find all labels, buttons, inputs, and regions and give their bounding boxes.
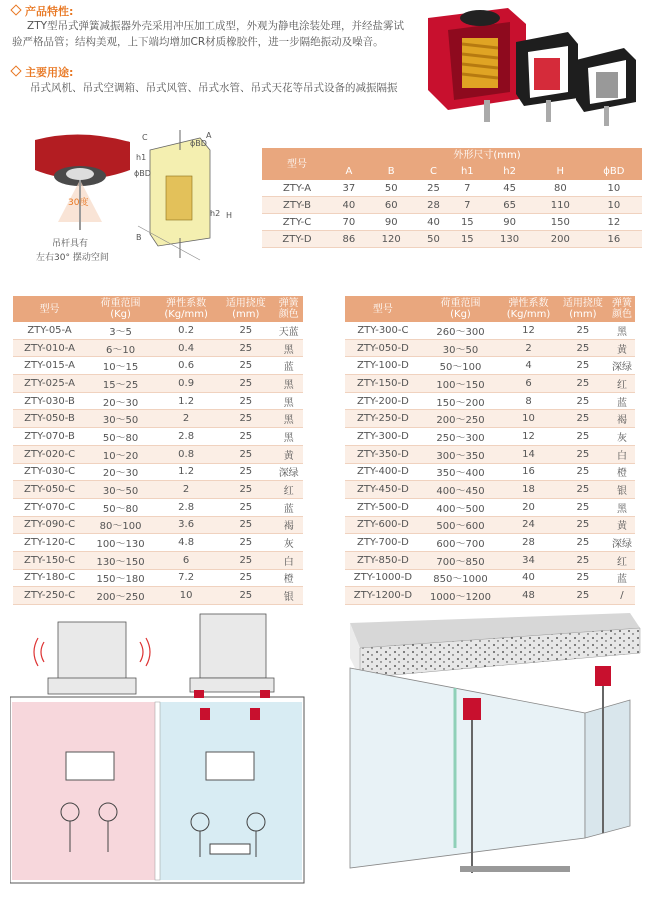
table-cell: 25: [557, 357, 609, 375]
dim-label-h1: h1: [136, 153, 147, 162]
table-cell: 30～50: [421, 339, 500, 357]
table-row: [13, 463, 303, 481]
table-cell: 25: [557, 587, 609, 605]
table-cell: 200～250: [86, 587, 155, 605]
table-cell: 150: [535, 214, 586, 231]
table-cell: ZTY-200-D: [345, 392, 421, 410]
table-row: [262, 180, 642, 197]
dim-col-header: B: [366, 163, 417, 180]
table-cell: 橙: [274, 569, 303, 587]
table-cell: 25: [217, 569, 274, 587]
table-cell: 20: [500, 498, 557, 516]
table-cell: 300～350: [421, 445, 500, 463]
table-cell: 0.8: [155, 445, 217, 463]
dim-table-body: [262, 180, 642, 248]
table-row: [13, 339, 303, 357]
table-cell: 60: [366, 197, 417, 214]
table-cell: 红: [609, 551, 635, 569]
table-cell: ZTY-C: [262, 214, 332, 231]
table-cell: 银: [609, 481, 635, 499]
table-cell: 25: [217, 410, 274, 428]
table-cell: ZTY-050-B: [13, 410, 86, 428]
black-hanger-silver-spring-image: [576, 48, 636, 126]
spec-column-header: 弹性系数 (Kg/mm): [500, 296, 557, 322]
table-row: [13, 516, 303, 534]
table-cell: 10: [586, 197, 642, 214]
table-row: [345, 498, 635, 516]
table-cell: ZTY-500-D: [345, 498, 421, 516]
table-row: [262, 231, 642, 248]
table-cell: 25: [557, 339, 609, 357]
table-cell: 14: [500, 445, 557, 463]
table-cell: 白: [609, 445, 635, 463]
swing-detail-image: [35, 134, 130, 230]
table-cell: ZTY-700-D: [345, 534, 421, 552]
spec-column-header: 弹簧 颜色: [609, 296, 635, 322]
table-cell: 24: [500, 516, 557, 534]
table-cell: 0.6: [155, 357, 217, 375]
table-row: [345, 481, 635, 499]
dim-model-header: 型号: [262, 148, 332, 180]
table-cell: ZTY-D: [262, 231, 332, 248]
table-cell: 150～200: [421, 392, 500, 410]
table-row: [13, 375, 303, 393]
table-cell: 6: [500, 375, 557, 393]
table-cell: 25: [557, 322, 609, 339]
black-hanger-red-spring-image: [516, 32, 578, 122]
table-row: [13, 587, 303, 605]
table-cell: ZTY-850-D: [345, 551, 421, 569]
table-row: [13, 498, 303, 516]
table-cell: 28: [500, 534, 557, 552]
table-cell: 100～130: [86, 534, 155, 552]
table-cell: ZTY-A: [262, 180, 332, 197]
dimension-table: [262, 148, 642, 248]
table-cell: 48: [500, 587, 557, 605]
hanger-drawing: [138, 130, 210, 260]
table-row: [345, 445, 635, 463]
table-cell: 130～150: [86, 551, 155, 569]
table-row: [13, 569, 303, 587]
table-cell: 25: [557, 516, 609, 534]
table-cell: 4.8: [155, 534, 217, 552]
table-cell: 25: [217, 498, 274, 516]
table-cell: 70: [332, 214, 366, 231]
table-cell: 86: [332, 231, 366, 248]
table-cell: ZTY-015-A: [13, 357, 86, 375]
table-cell: 1.2: [155, 463, 217, 481]
table-cell: 银: [274, 587, 303, 605]
table-cell: 黄: [609, 516, 635, 534]
dim-col-header: ϕBD: [586, 163, 642, 180]
table-cell: 黑: [274, 410, 303, 428]
table-cell: 25: [217, 357, 274, 375]
table-cell: 260～300: [421, 322, 500, 339]
table-cell: 40: [332, 197, 366, 214]
table-cell: 18: [500, 481, 557, 499]
red-hanger-image: [428, 8, 526, 122]
spec-table-right: [345, 296, 635, 605]
table-cell: 0.4: [155, 339, 217, 357]
diamond-bullet-icon: [10, 65, 21, 76]
table-cell: 16: [500, 463, 557, 481]
table-cell: 90: [484, 214, 535, 231]
table-cell: 3.6: [155, 516, 217, 534]
table-cell: 200～250: [421, 410, 500, 428]
table-cell: 白: [274, 551, 303, 569]
table-cell: 25: [557, 551, 609, 569]
table-cell: 蓝: [609, 392, 635, 410]
spec-column-header: 弹性系数 (Kg/mm): [155, 296, 217, 322]
table-cell: 2: [155, 410, 217, 428]
spec-column-header: 适用挠度 (mm): [557, 296, 609, 322]
table-row: [345, 534, 635, 552]
table-cell: 25: [217, 339, 274, 357]
table-row: [13, 534, 303, 552]
swing-caption-2: 左右30° 摆动空间: [36, 253, 109, 263]
table-cell: 12: [500, 428, 557, 446]
table-cell: ZTY-010-A: [13, 339, 86, 357]
table-cell: 红: [609, 375, 635, 393]
dim-label-b: B: [136, 233, 142, 242]
table-cell: 25: [217, 481, 274, 499]
table-cell: 12: [586, 214, 642, 231]
table-cell: 15～25: [86, 375, 155, 393]
table-cell: 25: [417, 180, 451, 197]
table-cell: ZTY-300-C: [345, 322, 421, 339]
table-cell: 2.8: [155, 428, 217, 446]
table-row: [13, 428, 303, 446]
table-cell: 25: [557, 428, 609, 446]
table-row: [13, 392, 303, 410]
table-row: [345, 463, 635, 481]
table-row: [345, 357, 635, 375]
table-cell: ZTY-400-D: [345, 463, 421, 481]
dim-col-header: h2: [484, 163, 535, 180]
table-cell: 40: [417, 214, 451, 231]
table-cell: 蓝: [609, 569, 635, 587]
dim-label-bd: ϕBD: [134, 169, 151, 178]
angle-label: 30度: [68, 198, 89, 208]
table-cell: 120: [366, 231, 417, 248]
table-cell: 1000～1200: [421, 587, 500, 605]
dim-col-header: H: [535, 163, 586, 180]
table-cell: 10～20: [86, 445, 155, 463]
table-cell: 天蓝: [274, 322, 303, 339]
table-cell: 2: [155, 481, 217, 499]
table-cell: 25: [557, 392, 609, 410]
table-cell: 40: [500, 569, 557, 587]
table-cell: 灰: [609, 428, 635, 446]
diamond-bullet-icon: [10, 4, 21, 15]
table-cell: 25: [217, 322, 274, 339]
table-cell: 黑: [609, 498, 635, 516]
table-cell: 25: [557, 445, 609, 463]
dim-label-c: C: [142, 133, 148, 142]
table-cell: 28: [417, 197, 451, 214]
spec-column-header: 荷重范围 (Kg): [421, 296, 500, 322]
table-cell: 50: [417, 231, 451, 248]
table-row: [13, 481, 303, 499]
dim-group-header: 外形尺寸(mm): [332, 148, 642, 163]
table-row: [13, 551, 303, 569]
table-row: [13, 322, 303, 339]
table-cell: 400～500: [421, 498, 500, 516]
table-cell: 6: [155, 551, 217, 569]
table-cell: 深绿: [274, 463, 303, 481]
table-cell: 30～50: [86, 410, 155, 428]
table-cell: 褐: [274, 516, 303, 534]
table-cell: 7: [450, 180, 484, 197]
table-cell: 130: [484, 231, 535, 248]
table-cell: 褐: [609, 410, 635, 428]
table-cell: ZTY-B: [262, 197, 332, 214]
table-cell: ZTY-020-C: [13, 445, 86, 463]
spec-column-header: 适用挠度 (mm): [217, 296, 274, 322]
table-cell: 25: [557, 569, 609, 587]
product-photo: [418, 0, 648, 130]
table-row: [345, 587, 635, 605]
table-row: [345, 392, 635, 410]
spec-column-header: 弹簧 颜色: [274, 296, 303, 322]
usage-title: 主要用途:: [12, 64, 73, 80]
table-cell: 黑: [274, 339, 303, 357]
dim-label-a: A: [206, 131, 212, 140]
table-cell: 蓝: [274, 498, 303, 516]
spec-column-header: 型号: [13, 296, 86, 322]
table-cell: 4: [500, 357, 557, 375]
table-cell: ZTY-030-C: [13, 463, 86, 481]
table-cell: 15: [450, 231, 484, 248]
table-cell: ZTY-150-D: [345, 375, 421, 393]
room-comparison-illustration: [10, 612, 305, 884]
table-cell: 深绿: [609, 534, 635, 552]
table-row: [13, 410, 303, 428]
table-cell: 10～15: [86, 357, 155, 375]
table-cell: ZTY-100-D: [345, 357, 421, 375]
table-cell: ZTY-300-D: [345, 428, 421, 446]
table-cell: 25: [557, 463, 609, 481]
table-cell: 50～80: [86, 428, 155, 446]
table-cell: 100～150: [421, 375, 500, 393]
table-cell: 30～50: [86, 481, 155, 499]
table-cell: ZTY-450-D: [345, 481, 421, 499]
table-cell: 65: [484, 197, 535, 214]
table-cell: 25: [217, 551, 274, 569]
table-cell: 0.2: [155, 322, 217, 339]
dim-label-bd-top: ϕBD: [190, 139, 207, 148]
table-cell: ZTY-1000-D: [345, 569, 421, 587]
table-cell: 红: [274, 481, 303, 499]
table-cell: 20～30: [86, 392, 155, 410]
table-cell: 黑: [274, 375, 303, 393]
table-cell: 灰: [274, 534, 303, 552]
table-cell: 90: [366, 214, 417, 231]
table-cell: 850～1000: [421, 569, 500, 587]
dim-col-header: A: [332, 163, 366, 180]
table-cell: ZTY-180-C: [13, 569, 86, 587]
table-cell: /: [609, 587, 635, 605]
table-cell: ZTY-050-D: [345, 339, 421, 357]
table-cell: 50: [366, 180, 417, 197]
table-cell: 6～10: [86, 339, 155, 357]
table-cell: 2: [500, 339, 557, 357]
swing-caption-1: 吊杆具有: [52, 239, 89, 249]
spec-column-header: 荷重范围 (Kg): [86, 296, 155, 322]
table-cell: 80: [535, 180, 586, 197]
table-row: [345, 428, 635, 446]
table-cell: ZTY-250-D: [345, 410, 421, 428]
table-cell: 16: [586, 231, 642, 248]
dim-col-header: C: [417, 163, 451, 180]
spec-table-left: [13, 296, 303, 605]
table-cell: ZTY-250-C: [13, 587, 86, 605]
table-row: [345, 569, 635, 587]
table-cell: 37: [332, 180, 366, 197]
spec-column-header: 型号: [345, 296, 421, 322]
table-cell: 350～400: [421, 463, 500, 481]
table-cell: 500～600: [421, 516, 500, 534]
table-cell: 7.2: [155, 569, 217, 587]
table-row: [345, 551, 635, 569]
table-cell: 0.9: [155, 375, 217, 393]
table-cell: 15: [450, 214, 484, 231]
table-cell: ZTY-070-B: [13, 428, 86, 446]
table-row: [262, 197, 642, 214]
duct-installation-illustration: [330, 608, 648, 890]
table-cell: 250～300: [421, 428, 500, 446]
usage-text: 吊式风机、吊式空调箱、吊式风管、吊式水管、吊式天花等吊式设备的减振隔振: [30, 82, 398, 94]
table-cell: 600～700: [421, 534, 500, 552]
table-cell: 3～5: [86, 322, 155, 339]
table-cell: 12: [500, 322, 557, 339]
table-cell: 黄: [274, 445, 303, 463]
table-cell: 10: [500, 410, 557, 428]
table-cell: 25: [217, 375, 274, 393]
table-cell: 80～100: [86, 516, 155, 534]
table-cell: 50～100: [421, 357, 500, 375]
table-cell: 2.8: [155, 498, 217, 516]
table-cell: ZTY-120-C: [13, 534, 86, 552]
table-cell: ZTY-150-C: [13, 551, 86, 569]
table-cell: 25: [217, 516, 274, 534]
table-cell: 25: [557, 534, 609, 552]
table-cell: 橙: [609, 463, 635, 481]
noisy-fan-unit: [48, 622, 136, 694]
table-cell: 25: [557, 481, 609, 499]
table-cell: 8: [500, 392, 557, 410]
table-cell: 25: [217, 534, 274, 552]
table-cell: 34: [500, 551, 557, 569]
table-cell: 150～180: [86, 569, 155, 587]
dim-col-header: h1: [450, 163, 484, 180]
table-cell: 25: [217, 463, 274, 481]
table-cell: 10: [155, 587, 217, 605]
table-row: [13, 357, 303, 375]
table-cell: 黑: [274, 392, 303, 410]
table-cell: ZTY-070-C: [13, 498, 86, 516]
table-cell: 25: [217, 392, 274, 410]
table-cell: 25: [217, 428, 274, 446]
table-cell: 蓝: [274, 357, 303, 375]
table-row: [345, 339, 635, 357]
table-cell: 黑: [609, 322, 635, 339]
table-cell: 700～850: [421, 551, 500, 569]
features-text: ZTY型吊式弹簧减振器外壳采用冲压加工成型，外观为静电涂装处理，并经盐雾试验严格品管；结构美观，上下端均增加CR材质橡胶件，进一步隔绝振动及噪音。: [12, 20, 405, 48]
table-cell: 50～80: [86, 498, 155, 516]
table-cell: 110: [535, 197, 586, 214]
table-cell: 深绿: [609, 357, 635, 375]
table-cell: ZTY-025-A: [13, 375, 86, 393]
table-cell: ZTY-05-A: [13, 322, 86, 339]
table-cell: 黑: [274, 428, 303, 446]
table-cell: 黄: [609, 339, 635, 357]
table-cell: 25: [557, 410, 609, 428]
table-row: [345, 322, 635, 339]
table-cell: 25: [217, 587, 274, 605]
dimension-diagram: [30, 130, 260, 270]
table-cell: ZTY-050-C: [13, 481, 86, 499]
dim-label-h: H: [226, 211, 233, 220]
table-cell: 400～450: [421, 481, 500, 499]
dim-label-h2: h2: [210, 209, 221, 218]
table-cell: 25: [217, 445, 274, 463]
table-cell: 25: [557, 498, 609, 516]
table-cell: ZTY-600-D: [345, 516, 421, 534]
features-title: 产品特性:: [12, 3, 73, 19]
table-cell: 10: [586, 180, 642, 197]
table-cell: 1.2: [155, 392, 217, 410]
table-cell: ZTY-350-D: [345, 445, 421, 463]
isolated-fan-unit: [190, 614, 274, 692]
table-cell: ZTY-1200-D: [345, 587, 421, 605]
table-row: [345, 516, 635, 534]
table-cell: 45: [484, 180, 535, 197]
table-row: [262, 214, 642, 231]
table-row: [345, 375, 635, 393]
table-cell: ZTY-090-C: [13, 516, 86, 534]
table-cell: 25: [557, 375, 609, 393]
table-row: [13, 445, 303, 463]
table-row: [345, 410, 635, 428]
table-cell: 200: [535, 231, 586, 248]
table-cell: ZTY-030-B: [13, 392, 86, 410]
table-cell: 7: [450, 197, 484, 214]
table-cell: 20～30: [86, 463, 155, 481]
